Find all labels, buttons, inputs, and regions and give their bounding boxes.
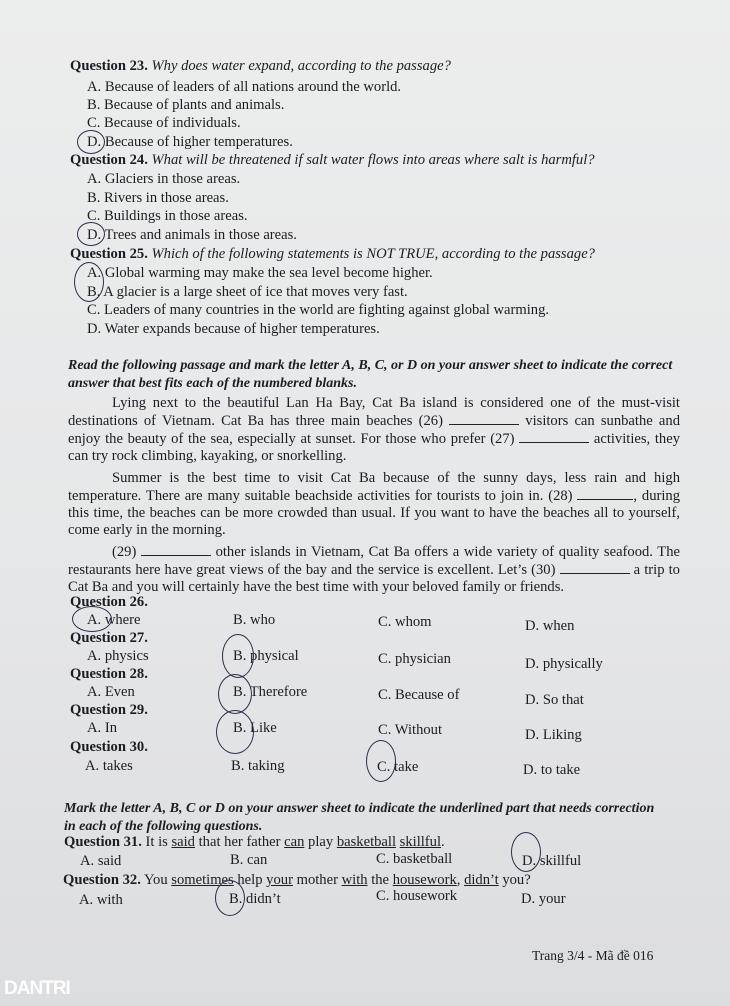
q28-option-c: C. Because of (378, 687, 460, 703)
question-23 (70, 58, 451, 75)
q28-option-a: A. Even (87, 684, 135, 700)
passage-p2-part-a: Summer is the best time to visit Cat Ba because of the sunny days, less rain and high temperature. There are many suitable beachside activities for tourists to join in. (28) (68, 470, 680, 504)
q27-option-b: B. physical (233, 648, 299, 664)
q32-underlined-with: with (341, 872, 368, 888)
question-23-label: Question 23. (70, 58, 148, 74)
q26-option-d: D. when (525, 618, 575, 634)
q31-text-3: play (308, 834, 334, 850)
q27-option-a: A. physics (87, 648, 149, 664)
q32-option-c: C. housework (376, 888, 458, 904)
q32-underlined-your: your (266, 872, 293, 888)
blank-26 (449, 412, 519, 425)
q23-option-c: C. Because of individuals. (87, 115, 241, 131)
question-23-text: Why does water expand, according to the passage? (151, 58, 451, 74)
q31-text-1: It is (145, 834, 168, 850)
passage-p2-part-b: , during this time, the beaches can be more crowded than usual. If you want to have the beaches all to yourself, come early in the morning. (68, 488, 680, 538)
question-24 (70, 152, 595, 169)
q31-option-a: A. said (80, 853, 122, 869)
blank-30 (560, 561, 630, 574)
q31-underlined-can: can (284, 834, 305, 850)
q26-option-c: C. whom (378, 614, 432, 630)
q26-option-a: A. where (87, 612, 141, 628)
q23-option-d: D. Because of higher temperatures. (87, 134, 293, 150)
passage-p1-part-a: Lying next to the beautiful Lan Ha Bay, Cat Ba island is considered one of the must-visit destinations of Vietnam. Cat Ba has three main beaches (26) (68, 395, 680, 429)
q28-option-d: D. So that (525, 692, 584, 708)
question-28-label: Question 28. (70, 666, 148, 682)
q30-option-a: A. takes (85, 758, 133, 774)
q25-option-d: D. Water expands because of higher temperatures. (87, 321, 380, 337)
passage-p3-part-c: a trip to Cat Ba and you will certainly have the best time with your beloved family or friends. (68, 562, 680, 595)
q31-text-2: that her father (198, 834, 281, 850)
dantri-watermark: DANTRI (4, 978, 70, 999)
q31-text-4: . (441, 834, 445, 850)
q32-underlined-sometimes: sometimes (171, 872, 234, 888)
passage-p3-part-b: other islands in Vietnam, Cat Ba offers a wide variety of quality seafood. The restaurants here have great views of the bay and the service is excellent. Let’s (30) (68, 544, 680, 578)
question-26-label: Question 26. (70, 594, 148, 610)
question-30-label: Question 30. (70, 739, 148, 755)
question-24-text: What will be threatened if salt water flows into areas where salt is harmful? (151, 152, 595, 168)
question-32-label: Question 32. (63, 872, 141, 888)
q32-text-2: help (237, 872, 263, 888)
q26-option-b: B. who (233, 612, 276, 628)
question-25 (70, 246, 595, 263)
q31-option-c: C. basketball (376, 851, 453, 867)
blank-29 (141, 543, 211, 556)
instruction-correction-line-1: Mark the letter A, B, C or D on your answer sheet to indicate the underlined part that needs correction (64, 801, 655, 816)
q24-option-c: C. Buildings in those areas. (87, 208, 248, 224)
q27-option-d: D. physically (525, 656, 603, 672)
question-32 (63, 872, 531, 889)
question-29-label: Question 29. (70, 702, 148, 718)
q28-option-b: B. Therefore (233, 684, 308, 700)
q32-text-5: , (456, 872, 461, 888)
question-25-text: Which of the following statements is NOT TRUE, according to the passage? (151, 246, 595, 262)
q24-option-d: D. Trees and animals in those areas. (87, 227, 297, 243)
question-27-label: Question 27. (70, 630, 148, 646)
question-31-label: Question 31. (64, 834, 142, 850)
q27-option-c: C. physician (378, 651, 451, 667)
q32-text-4: the (371, 872, 390, 888)
q30-option-c: C. take (377, 759, 419, 775)
q32-underlined-didnt: didn’t (464, 872, 499, 888)
q29-option-d: D. Liking (525, 727, 582, 743)
q31-underlined-skillful: skillful (399, 834, 442, 850)
q31-underlined-basketball: basketball (336, 834, 397, 850)
question-25-label: Question 25. (70, 246, 148, 262)
question-31 (64, 834, 445, 851)
q23-option-b: B. Because of plants and animals. (87, 97, 285, 113)
q32-underlined-housework: housework (392, 872, 457, 888)
passage-p1-part-b: visitors can sunbathe and enjoy the beauty of the sea, especially at sunset. For those who prefer (27) (68, 413, 680, 447)
q31-option-d: D. skillful (522, 853, 582, 869)
q32-text-6: you? (502, 872, 531, 888)
blank-27 (519, 430, 589, 443)
q32-option-a: A. with (79, 892, 123, 908)
q30-option-d: D. to take (523, 762, 581, 778)
q25-option-a: A. Global warming may make the sea level become higher. (87, 265, 433, 281)
passage-paragraph-1 (68, 395, 680, 465)
passage-paragraph-2 (68, 470, 680, 539)
q23-option-a: A. Because of leaders of all nations around the world. (87, 79, 402, 95)
q29-option-a: A. In (87, 720, 117, 736)
q30-option-b: B. taking (231, 758, 285, 774)
q32-text-3: mother (296, 872, 338, 888)
question-24-label: Question 24. (70, 152, 148, 168)
q24-option-b: B. Rivers in those areas. (87, 190, 229, 206)
q31-underlined-said: said (171, 834, 195, 850)
q32-option-d: D. your (521, 891, 566, 907)
passage-p3-part-a: (29) (112, 544, 137, 560)
q31-option-b: B. can (230, 852, 268, 868)
q29-option-c: C. Without (378, 722, 443, 738)
q32-option-b: B. didn’t (229, 891, 281, 907)
instruction-passage-line-1: Read the following passage and mark the letter A, B, C, or D on your answer sheet to indicate the correct (68, 358, 673, 373)
q24-option-a: A. Glaciers in those areas. (87, 171, 241, 187)
q29-option-b: B. Like (233, 720, 277, 736)
q32-text-1: You (143, 872, 168, 888)
q25-option-b: B. A glacier is a large sheet of ice that moves very fast. (87, 284, 408, 300)
page-footer: Trang 3/4 - Mã đề 016 (532, 948, 654, 963)
instruction-correction-line-2: in each of the following questions. (64, 819, 263, 834)
passage-p1-part-c: activities, they can try rock climbing, kayaking, or snorkelling. (68, 431, 680, 464)
instruction-passage-line-2: answer that best fits each of the numbered blanks. (68, 376, 357, 391)
q25-option-c: C. Leaders of many countries in the world are fighting against global warming. (87, 302, 550, 318)
passage-paragraph-3 (68, 543, 680, 596)
blank-28 (577, 487, 633, 500)
